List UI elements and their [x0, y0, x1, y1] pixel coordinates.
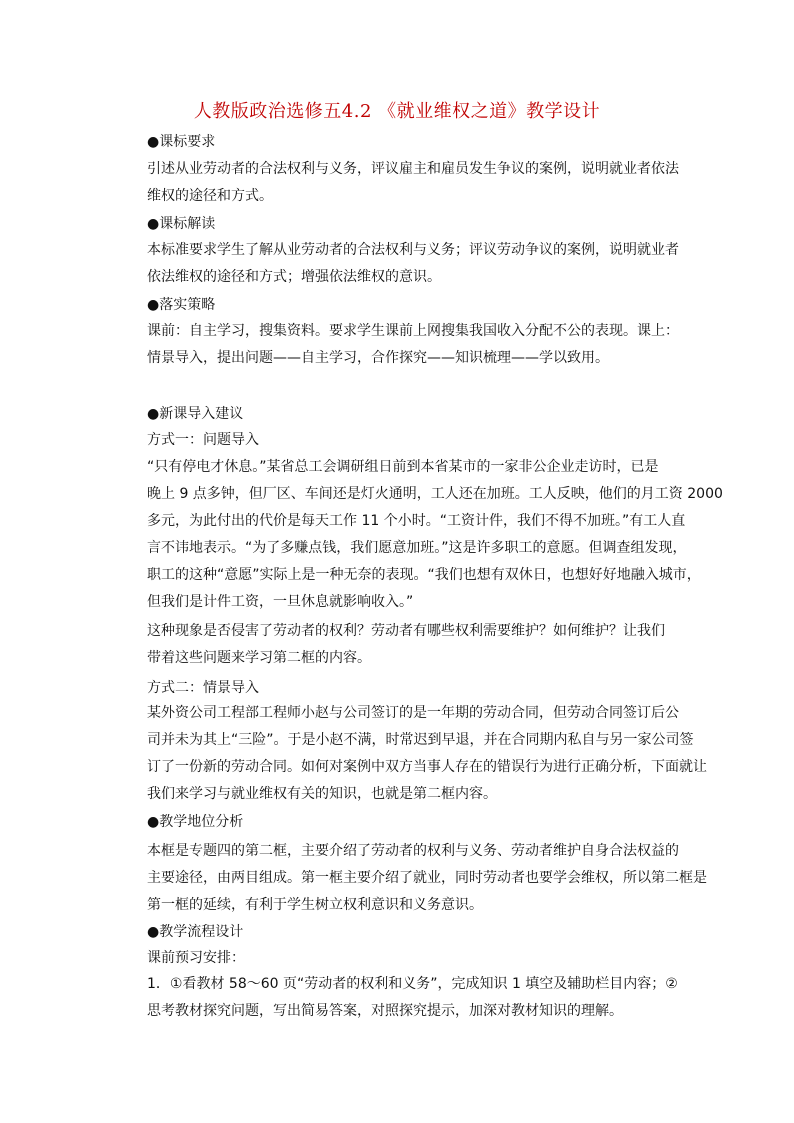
text-line: 带着这些问题来学习第二框的内容。: [147, 650, 371, 666]
text-line: 1．①看教材 58～60 页“劳动者的权利和义务”，完成知识 1 填空及辅助栏目内容；②: [147, 976, 678, 992]
text-line: 主要途径，由两目组成。第一框主要介绍了就业，同时劳动者也要学会维权，所以第二框是: [147, 870, 707, 886]
method1-label: 方式一：问题导入: [147, 432, 259, 448]
text-line: 职工的这种“意愿”实际上是一种无奈的表现。“我们也想有双休日，也想好好地融入城市，: [147, 567, 701, 583]
preview-label: 课前预习安排：: [147, 950, 245, 966]
method2-text: [147, 700, 707, 808]
section-heading-process-design: ●教学流程设计: [147, 924, 244, 940]
text-line: 本标准要求学生了解从业劳动者的合法权利与义务；评议劳动争议的案例，说明就业者: [147, 242, 679, 258]
section-heading-standard-interpretation: ●课标解读: [147, 216, 216, 232]
document-title: 人教版政治选修五4.2 《就业维权之道》教学设计: [193, 101, 601, 122]
section-heading-implementation: ●落实策略: [147, 297, 216, 313]
text-line: 司并未为其上“三险”。于是小赵不满，时常迟到早退，并在合同期内私自与另一家公司签: [147, 732, 694, 748]
text-line: 情景导入，提出问题——自主学习，合作探究——知识梳理——学以致用。: [147, 350, 609, 366]
text-line: 课前：自主学习，搜集资料。要求学生课前上网搜集我国收入分配不公的表现。课上：: [147, 323, 679, 339]
text-line: 我们来学习与就业维权有关的知识，也就是第二框内容。: [147, 786, 497, 802]
text-line: 某外资公司工程部工程师小赵与公司签订的是一年期的劳动合同，但劳动合同签订后公: [147, 705, 679, 721]
section-heading-intro-suggestion: ●新课导入建议: [147, 406, 244, 422]
standard-requirement-text: [147, 156, 679, 210]
text-line: 本框是专题四的第二框，主要介绍了劳动者的权利与义务、劳动者维护自身合法权益的: [147, 843, 679, 859]
text-line: 言不讳地表示。“为了多赚点钱，我们愿意加班。”这是许多职工的意愿。但调查组发现，: [147, 540, 687, 556]
method2-label: 方式二：情景导入: [147, 680, 259, 696]
text-line: 但我们是计件工资，一旦休息就影响收入。”: [147, 594, 414, 610]
method1-question-text: [147, 618, 675, 672]
text-line: 订了一份新的劳动合同。如何对案例中双方当事人存在的错误行为进行正确分析，下面就让: [147, 759, 707, 775]
text-line: 思考教材探究问题，写出简易答案，对照探究提示，加深对教材知识的理解。: [147, 1003, 623, 1019]
text-line: 第一框的延续，有利于学生树立权利意识和义务意识。: [147, 897, 483, 913]
text-line: 引述从业劳动者的合法权利与义务，评议雇主和雇员发生争议的案例，说明就业者依法: [147, 161, 679, 177]
position-analysis-text: [147, 838, 707, 919]
method1-text: [147, 454, 723, 616]
text-line: 晚上 9 点多钟，但厂区、车间还是灯火通明，工人还在加班。工人反映，他们的月工资 2000: [147, 486, 723, 502]
implementation-text: [147, 318, 679, 372]
process-item1-text: [147, 971, 678, 1025]
text-line: 维权的途径和方式。: [147, 188, 273, 204]
standard-interpretation-text: [147, 237, 679, 291]
section-heading-standard-requirement: ●课标要求: [147, 134, 216, 150]
section-heading-position-analysis: ●教学地位分析: [147, 814, 244, 830]
text-line: 这种现象是否侵害了劳动者的权利？劳动者有哪些权利需要维护？如何维护？让我们: [147, 623, 665, 639]
text-line: “只有停电才休息。”某省总工会调研组日前到本省某市的一家非公企业走访时，已是: [147, 459, 659, 475]
text-line: 依法维权的途径和方式；增强依法维权的意识。: [147, 269, 441, 285]
text-line: 多元，为此付出的代价是每天工作 11 个小时。“工资计件，我们不得不加班。”有工人直: [147, 513, 686, 529]
